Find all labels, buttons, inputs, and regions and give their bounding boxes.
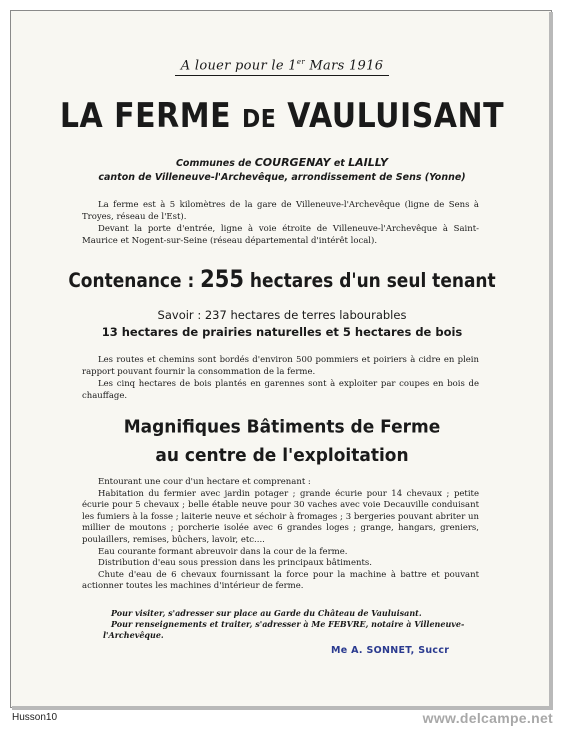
site-watermark: www.delcampe.net [422, 710, 553, 726]
buildings-paragraph: Entourant une cour d'un hectare et comprenant : Habitation du fermier avec jardin potager ; grande écurie pour 14 chevaux ; petite écurie pour 5 chevaux ; belle étable neuve pour 30 vaches avec voie Decauville conduisant les fumiers à la fosse ; laiterie neuve et séchoir à fromages ; 3 bergeries pouvant abriter un millier de moutons ; porcherie isolée avec 6 grandes loges ; grange, hangars, greniers, poulaillers, remises, bûchers, lavoir, etc.... Eau courante formant abreuvoir dans la cour de la ferme. Distribution d'eau sous pression dans les principaux bâtiments. Chute d'eau de 6 chevaux fournissant la force pour la machine à battre et pouvant actionner toutes les machines d'intérieur de ferme. [82, 477, 479, 592]
buildings-heading: Magnifiques Bâtiments de Ferme au centre de l'exploitation [123, 416, 441, 467]
trees-paragraph: Les routes et chemins sont bordés d'environ 500 pommiers et poiriers à cidre en plein rapport pouvant fournir la consommation de la ferme. Les cinq hectares de bois plantés en garennes sont à exploiter par coupes en bois de chauffage. [82, 355, 479, 401]
location-paragraph: La ferme est à 5 kilomètres de la gare de Villeneuve-l'Archevêque (ligne de Sens à Troyes, réseau de l'Est). Devant la porte d'entrée, ligne à voie étroite de Villeneuve-l'Archevêque à Saint-Maurice et Nogent-sur-Seine (réseau départemental d'intérêt local). [82, 200, 479, 246]
visit-instructions: Pour visiter, s'adresser sur place au Garde du Château de Vauluisant. Pour renseignements et traiter, s'adresser à Me FEBVRE, notaire à Villeneuve-l'Archevêque. [103, 608, 465, 640]
communes-info: Communes de COURGENAY et LAILLY canton de Villeneuve-l'Archevêque, arrondissement de Sens (Yonne) [98, 156, 466, 183]
seller-label: Husson10 [12, 712, 58, 723]
contenance-heading: Contenance : 255 hectares d'un seul tenant [68, 265, 496, 293]
poster-page [10, 10, 552, 708]
rental-date-heading: A louer pour le 1er Mars 1916 [11, 58, 553, 76]
notary-stamp: Me A. SONNET, Succr [331, 645, 450, 656]
land-breakdown: Savoir : 237 hectares de terres labourables 13 hectares de prairies naturelles et 5 hectares de bois [101, 308, 463, 339]
farm-title: LA FERME DE VAULUISANT [59, 96, 505, 137]
page-shadow-right [549, 12, 553, 710]
